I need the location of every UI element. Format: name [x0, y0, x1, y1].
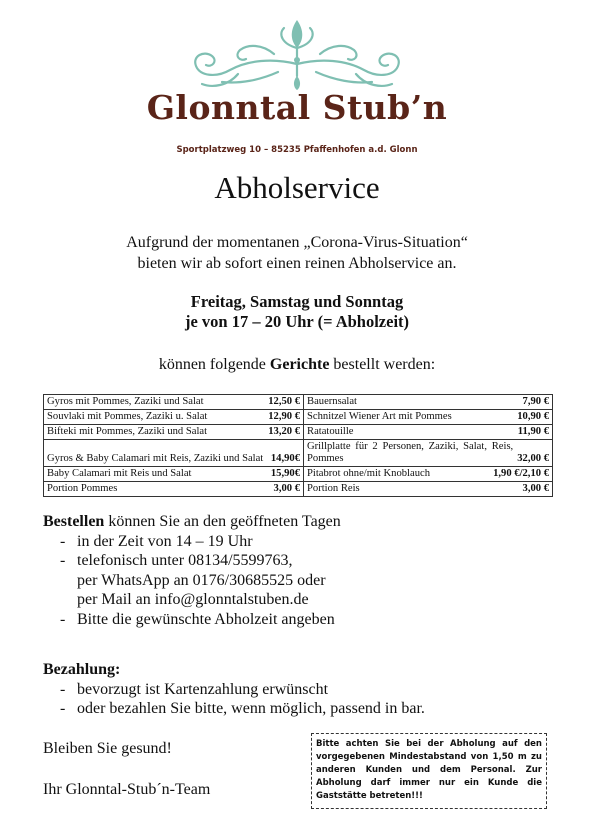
dish-name: Bifteki mit Pommes, Zaziki und Salat [47, 426, 208, 437]
ordering-heading [43, 512, 563, 532]
ordering-heading-rest: können Sie an den geöffneten Tagen [104, 513, 341, 530]
ordering-time: in der Zeit von 14 – 19 Uhr [77, 532, 253, 550]
dish-name: Grillplatte für 2 Personen, Zaziki, Salat, Reis, Pommes [307, 441, 514, 464]
list-dash: - [60, 700, 66, 717]
opening-days [0, 292, 594, 332]
list-item [43, 610, 563, 630]
list-item [43, 551, 563, 610]
dish-price: 32,00 € [517, 453, 549, 464]
menu-table [43, 394, 553, 497]
dish-price: 12,50 € [268, 396, 300, 407]
dish-price: 7,90 € [522, 396, 549, 407]
list-dash: - [60, 610, 66, 628]
dish-price: 15,90€ [270, 468, 300, 479]
menu-intro-before: können folgende [158, 356, 270, 373]
dish-name: Baby Calamari mit Reis und Salat [47, 468, 192, 479]
list-dash: - [60, 680, 66, 698]
ordering-heading-bold: Bestellen [43, 513, 105, 530]
payment-cash: oder bezahlen Sie bitte, wenn möglich, passend in bar. [77, 700, 425, 717]
dish-name: Portion Reis [307, 483, 360, 494]
dish-price: 1,90 €/2,10 € [493, 468, 549, 479]
dish-price: 13,20 € [268, 426, 300, 437]
payment-heading [43, 660, 563, 680]
address-line: Sportplatzweg 10 – 85235 Pfaffenhofen a.d. Glonn [176, 145, 418, 155]
menu-intro-after: bestellt werden: [329, 356, 436, 373]
payment-section [43, 660, 563, 719]
dish-price: 11,90 € [517, 426, 549, 437]
table-row [44, 482, 553, 497]
days-line-1: Freitag, Samstag und Sonntag [190, 292, 404, 311]
table-row [44, 440, 553, 467]
list-item [43, 680, 563, 700]
closing-greeting: Bleiben Sie gesund! [43, 740, 172, 757]
closing-signature: Ihr Glonntal-Stub´n-Team [43, 781, 211, 798]
ordering-pickup-time-note: Bitte die gewünschte Abholzeit angeben [77, 610, 335, 628]
brand-logo-text: Glonntal Stub’n [146, 88, 448, 127]
ordering-phone: telefonisch unter 08134/5599763, [77, 552, 293, 569]
list-dash: - [60, 552, 66, 569]
list-dash: - [60, 532, 66, 550]
dish-name: Souvlaki mit Pommes, Zaziki u. Salat [47, 411, 208, 422]
intro-line-2: bieten wir ab sofort einen reinen Abholservice an. [137, 255, 457, 272]
menu-intro-bold: Gerichte [269, 356, 330, 373]
ordering-whatsapp: per WhatsApp an 0176/30685525 oder [77, 571, 326, 589]
payment-list [43, 680, 563, 719]
intro-text [0, 232, 594, 274]
table-row [44, 425, 553, 440]
decorative-scroll-ornament-icon [178, 14, 416, 92]
dish-price: 14,90€ [270, 453, 300, 464]
dish-name: Bauernsalat [307, 396, 358, 407]
table-row [44, 410, 553, 425]
dish-name: Gyros mit Pommes, Zaziki und Salat [47, 396, 204, 407]
dish-price: 3,00 € [522, 483, 549, 494]
dish-price: 3,00 € [273, 483, 300, 494]
dish-price: 10,90 € [517, 411, 549, 422]
menu-intro-line [0, 356, 594, 374]
ordering-section [43, 512, 563, 629]
page-title: Abholservice [214, 170, 380, 205]
ordering-list [43, 532, 563, 630]
list-item [43, 699, 563, 719]
dish-name: Ratatouille [307, 426, 354, 437]
table-row [44, 467, 553, 482]
dish-name: Schnitzel Wiener Art mit Pommes [307, 411, 452, 422]
table-row [44, 395, 553, 410]
dish-name: Portion Pommes [47, 483, 118, 494]
intro-line-1: Aufgrund der momentanen „Corona-Virus-Situation“ [126, 234, 468, 251]
payment-heading-text: Bezahlung: [43, 661, 121, 678]
dish-price: 12,90 € [268, 411, 300, 422]
days-line-2: je von 17 – 20 Uhr (= Abholzeit) [184, 312, 410, 331]
list-item [43, 532, 563, 552]
dish-name: Pitabrot ohne/mit Knoblauch [307, 468, 430, 479]
ordering-mail: per Mail an info@glonntalstuben.de [77, 591, 309, 608]
payment-card: bevorzugt ist Kartenzahlung erwünscht [77, 680, 329, 698]
distance-notice-box: Bitte achten Sie bei der Abholung auf den vorgegebenen Mindestabstand von 1,50 m zu anderen Kunden und dem Personal. Zur Abholung darf immer nur ein Kunde die Gaststätte betreten!!! [311, 733, 547, 809]
dish-name: Gyros & Baby Calamari mit Reis, Zaziki und Salat [47, 453, 264, 464]
